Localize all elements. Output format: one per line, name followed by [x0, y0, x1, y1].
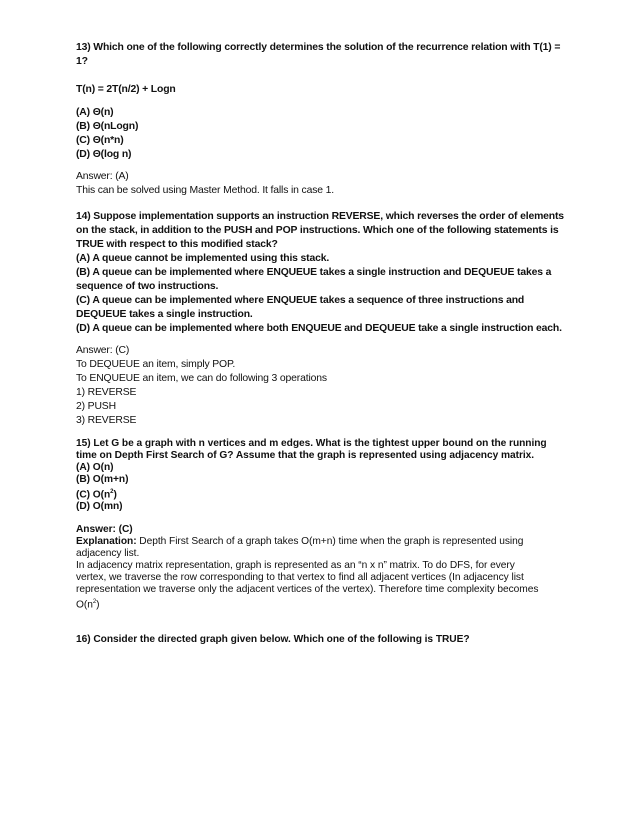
question-14-title-line: on the stack, in addition to the PUSH and POP instructions. Which one of the following statements is [76, 225, 559, 236]
explanation-line: vertex, we traverse the row corresponding to that vertex to find all adjacent vertices (In adjacency list [76, 572, 524, 583]
question-13-answer [76, 170, 566, 198]
question-14-answer [76, 344, 566, 428]
explanation-first-line [76, 536, 566, 548]
explanation-line: adjacency list. [76, 548, 140, 559]
explanation-line: representation we traverse only the adjacent vertices of the vertex). Therefore time complexity becomes [76, 584, 539, 595]
question-15 [76, 438, 566, 513]
question-14-title-line: 14) Suppose implementation supports an instruction REVERSE, which reverses the order of elements [76, 211, 564, 222]
option-c [76, 486, 566, 501]
option-a: (A) A queue cannot be implemented using this stack. [76, 253, 330, 264]
answer-text: Answer: (C) [76, 524, 133, 535]
question-16-title: 16) Consider the directed graph given below. Which one of the following is TRUE? [76, 634, 470, 645]
question-15-title-line: 15) Let G be a graph with n vertices and m edges. What is the tightest upper bound on the running [76, 438, 547, 449]
explanation-line: 1) REVERSE [76, 387, 137, 398]
question-13-relation [76, 83, 566, 97]
explanation-line: To ENQUEUE an item, we can do following 3 operations [76, 373, 327, 384]
explanation-label: Explanation: [76, 536, 137, 547]
explanation-line: 2) PUSH [76, 401, 116, 412]
explanation-end-superscript: 2 [92, 599, 97, 605]
question-13 [76, 41, 566, 69]
option-c-text: (C) O(n [76, 489, 111, 501]
question-16 [76, 634, 566, 646]
answer-text: Answer: (A) [76, 171, 129, 182]
option-d: (D) A queue can be implemented where both ENQUEUE and DEQUEUE take a single instruction each. [76, 323, 562, 334]
option-c-continued: DEQUEUE takes a single instruction. [76, 309, 253, 320]
option-c: (C) Θ(n*n) [76, 135, 124, 146]
explanation-text: Depth First Search of a graph takes O(m+n) time when the graph is represented using [136, 536, 524, 547]
option-b-continued: sequence of two instructions. [76, 281, 219, 292]
option-b: (B) Θ(nLogn) [76, 121, 139, 132]
question-15-answer [76, 524, 566, 611]
explanation-line: To DEQUEUE an item, simply POP. [76, 359, 236, 370]
option-a: (A) O(n) [76, 462, 114, 473]
option-b: (B) O(m+n) [76, 474, 129, 485]
question-14 [76, 210, 566, 336]
option-c-superscript: 2 [110, 489, 114, 495]
question-13-title-line: 1? [76, 56, 88, 67]
recurrence-relation: T(n) = 2T(n/2) + Logn [76, 84, 176, 95]
explanation-end-close: ) [96, 599, 100, 611]
explanation-line: 3) REVERSE [76, 415, 137, 426]
option-d: (D) O(mn) [76, 501, 123, 513]
question-13-options [76, 106, 566, 162]
question-14-title-line: TRUE with respect to this modified stack? [76, 239, 278, 250]
question-13-title-line: 13) Which one of the following correctly determines the solution of the recurrence relation with T(1) = [76, 42, 561, 53]
option-c: (C) A queue can be implemented where ENQUEUE takes a sequence of three instructions and [76, 295, 525, 306]
answer-text: Answer: (C) [76, 345, 130, 356]
explanation-text: This can be solved using Master Method. It falls in case 1. [76, 185, 334, 196]
explanation-final-line [76, 596, 566, 611]
option-a: (A) Θ(n) [76, 107, 114, 118]
explanation-line: In adjacency matrix representation, graph is represented as an “n x n” matrix. To do DFS, for every [76, 560, 515, 571]
explanation-end-text: O(n [76, 599, 93, 611]
option-c-close: ) [113, 489, 117, 501]
option-d: (D) Θ(log n) [76, 149, 132, 160]
option-b: (B) A queue can be implemented where ENQUEUE takes a single instruction and DEQUEUE takes a [76, 267, 552, 278]
question-15-title-line: time on Depth First Search of G? Assume that the graph is represented using adjacency matrix. [76, 450, 535, 461]
